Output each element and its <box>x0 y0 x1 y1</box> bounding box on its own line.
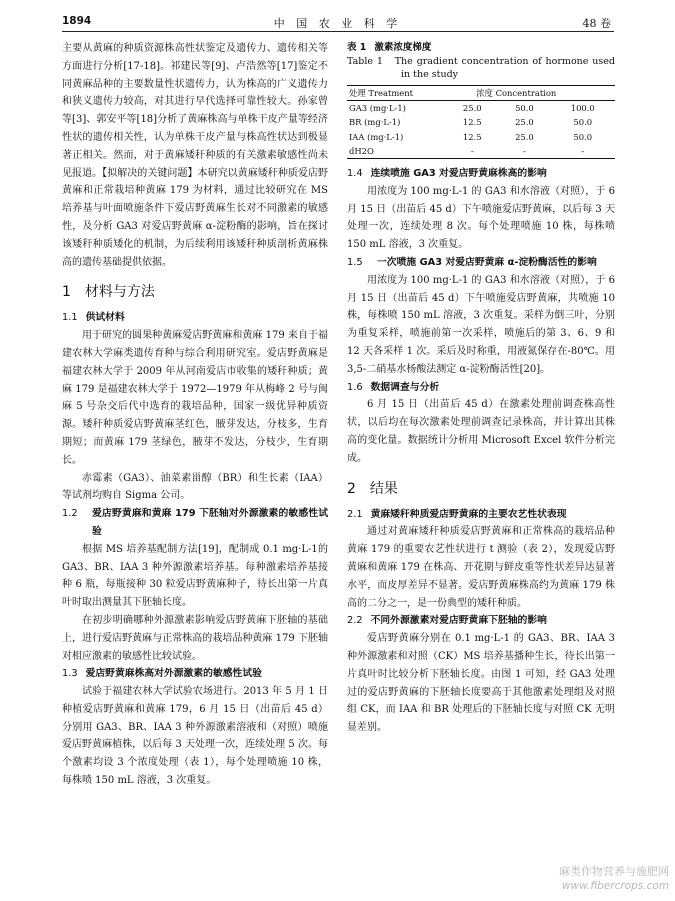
header-rule <box>62 31 614 32</box>
subsection-1-4-heading <box>347 165 615 183</box>
table-caption-en: The gradient concentration of hormone used in the study <box>394 56 616 80</box>
table-cell: - <box>498 144 550 159</box>
volume-label: 48 卷 <box>582 17 611 30</box>
paragraph: 根据 MS 培养基配制方法[19]，配制成 0.1 mg·L-1的 GA3、BR、IAA 3 种外源激素培养基。每种激素培养基接种 6 瓶，每瓶接种 30 粒爱店野黄麻种子，待长出第一片真叶时取出测量其下胚轴长度。 <box>62 543 328 609</box>
table-header-concentration: 浓度 Concentration <box>446 86 615 101</box>
subsection-number: 1.5 <box>347 257 363 268</box>
table-cell: 12.5 <box>462 117 482 128</box>
table-cell: 100.0 <box>570 103 595 114</box>
table-row <box>347 101 615 116</box>
section-number: 1 <box>62 284 71 301</box>
table-cell: 25.0 <box>462 103 482 114</box>
table-label-en: Table 1 <box>347 56 383 67</box>
intro-paragraph: 主要从黄麻的种质资源株高性状鉴定及遗传力、遗传相关等方面进行分析[17-18]。祁建民等[9]、卢浩然等[17]鉴定不同黄麻品种的主要数量性状遗传力，认为株高的广义遗传力和狭义遗传力较高，对其进行早代选择可靠性较大。孙家曾等[3]、郭安平等[18]分析了黄麻株高与单株干皮产量等经济性状的遗传相关性，认为单株干皮产量与株高性状达到极显著正相关。然而，对于黄麻矮秆种质的有关激素敏感性尚未见报道。【拟解决的关键问题】本研究以黄麻矮秆种质爱店野黄麻和正常栽培种黄麻 179 为材料，通过比较研究在 MS 培养基与叶面喷施条件下爱店野黄麻生长对不同激素的敏感性，及分析 GA3 对爱店野黄麻 α-淀粉酶的影响，旨在探讨该矮秆种质矮化的机制，为后续利用该矮秆种质剖析黄麻株高的遗传基础提供依据。 <box>62 43 328 268</box>
watermark-line1: 麻类作物营养与施肥网 <box>559 865 669 878</box>
table-title-cn <box>347 40 615 56</box>
section-number: 2 <box>347 480 356 497</box>
paragraph: 爱店野黄麻分别在 0.1 mg·L-1 的 GA3、BR、IAA 3 种外源激素和对照（CK）MS 培养基播种生长，待长出第一片真叶时比较分析下胚轴长度。由图 1 可知，经 GA3 处理过的爱店野黄麻的下胚轴长度要高于其他激素处理组及对照组 CK，而 IAA 和 BR 处理后的下胚轴长度与对照 CK 无明显差别。 <box>347 633 615 734</box>
subsection-title: 连续喷施 GA3 对爱店野黄麻株高的影响 <box>370 168 547 180</box>
table-caption-cn: 激素浓度梯度 <box>374 42 432 53</box>
table-cell: - <box>446 144 498 159</box>
paragraph: 在初步明确哪种外源激素影响爱店野黄麻下胚轴的基础上，进行爱店野黄麻与正常株高的栽培品种黄麻 179 下胚轴对相应激素的敏感性比较试验。 <box>62 614 328 662</box>
journal-title: 中 国 农 业 科 学 <box>273 17 402 30</box>
subsection-title: 供试材料 <box>85 312 125 324</box>
subsection-number: 1.1 <box>62 312 78 324</box>
table-cell: 25.0 <box>515 117 534 128</box>
table-cell: 12.5 <box>462 131 482 142</box>
subsection-number: 1.6 <box>347 381 363 393</box>
table-cell: 50.0 <box>515 103 534 114</box>
table-cell: 25.0 <box>515 131 534 142</box>
table-cell: BR (mg·L-1) <box>349 117 401 128</box>
subsection-title: 爱店野黄麻株高对外源激素的敏感性试验 <box>85 668 262 680</box>
subsection-1-2-heading <box>62 505 328 541</box>
section-1-heading <box>62 281 328 303</box>
table-cell: dH2O <box>347 144 446 159</box>
paragraph: 用浓度为 100 mg·L-1 的 GA3 和水溶液（对照），于 6 月 15 日（出苗后 45 d）下午喷施爱店野黄麻，共喷施 10 株，每株喷 150 mL 溶液，3 次重复。采样为倒三叶，分别为重复采样，喷施前第一次采样，喷施后的第 3、6、9 和 12 天各采样 1 次。采后及时称重，用液氮保存在-80℃。用 3,5-二硝基水杨酸法测定 α-淀粉酶活性[20]。 <box>347 274 615 375</box>
section-title: 结果 <box>369 480 398 497</box>
watermark <box>559 865 669 893</box>
subsection-number: 2.1 <box>347 508 363 520</box>
table-number: 表 1 <box>347 42 367 53</box>
table-header-treatment: 处理 Treatment <box>347 86 446 101</box>
left-column <box>62 40 328 790</box>
table-cell: - <box>551 144 616 159</box>
paragraph: 用于研究的圆果种黄麻爱店野黄麻和黄麻 179 来自于福建农林大学麻类遗传育种与综合利用研究室。爱店野黄麻是福建农林大学于 2009 年从河南爱店市收集的矮秆种质；黄麻 179 是福建农林大学于 1972—1979 年从梅峰 2 号与闽麻 5 号杂交后代中选育的栽培品种，国家一级优异种质资源。矮秆种质爱店野黄麻茎红色，腋芽发达，分枝多，生育期短；而黄麻 179 茎绿色，腋芽不发达，分枝少，生育期长。 <box>62 330 328 466</box>
subsection-title: 黄麻矮秆种质爱店野黄麻的主要农艺性状表现 <box>370 508 567 520</box>
paragraph: 试验于福建农林大学试验农场进行。2013 年 5 月 1 日种植爱店野黄麻和黄麻 179，6 月 15 日（出苗后 45 d）分别用 GA3、BR、IAA 3 种外源激素溶液和（对照）喷施爱店野黄麻植株，以后每 3 天处理一次，连续处理 5 次。每个激素均设 3 个浓度处理（表 1），每个处理喷施 10 株，每株喷 150 mL 溶液，3 次重复。 <box>62 686 328 787</box>
paragraph: 赤霉素（GA3）、油菜素甾醇（BR）和生长素（IAA）等试剂均购自 Sigma 公司。 <box>62 472 328 502</box>
paragraph: 通过对黄麻矮秆种质爱店野黄麻和正常株高的栽培品种黄麻 179 的重要农艺性状进行 t 测验（表 2），发现爱店野黄麻和黄麻 179 在株高、开花期与鲜皮重等性状差异达显著水平，而皮厚差异不显著。爱店野黄麻株高约为黄麻 179 株高的二分之一，是一份典型的矮秆种质。 <box>347 526 615 609</box>
paragraph: 6 月 15 日（出苗后 45 d）在激素处理前调查株高性状，以后均在每次激素处理前调查记录株高，并计算出其株高的变化量。数据统计分析用 Microsoft Excel 软件分析完成。 <box>347 399 615 464</box>
subsection-1-5-heading <box>347 254 615 272</box>
watermark-url: www.fibercrops.com <box>561 880 669 892</box>
table-title-en <box>347 56 615 81</box>
subsection-number: 1.4 <box>347 168 363 180</box>
subsection-number: 2.2 <box>347 615 363 627</box>
right-column <box>347 40 615 737</box>
subsection-number: 1.2 <box>62 508 78 520</box>
subsection-2-2-heading <box>347 612 615 630</box>
subsection-title: 不同外源激素对爱店野黄麻下胚轴的影响 <box>370 615 547 627</box>
running-header <box>0 15 675 31</box>
subsection-1-6-heading <box>347 379 615 397</box>
subsection-2-1-heading <box>347 506 615 524</box>
table-row <box>347 144 615 159</box>
paragraph: 用浓度为 100 mg·L-1 的 GA3 和水溶液（对照），于 6 月 15 日（出苗后 45 d）下午喷施爱店野黄麻，以后每 3 天处理一次，连续处理 8 次。每个处理喷施 10 株，每株喷 150 mL 溶液，3 次重复。 <box>347 185 615 251</box>
table-row <box>347 130 615 144</box>
table-row <box>347 115 615 129</box>
subsection-number: 1.3 <box>62 668 78 680</box>
subsection-title: 数据调查与分析 <box>370 381 440 393</box>
table-cell: IAA (mg·L-1) <box>349 131 404 142</box>
table-cell: 50.0 <box>573 117 593 128</box>
section-2-heading <box>347 478 615 500</box>
subsection-1-3-heading <box>62 665 328 683</box>
hormone-concentration-table <box>347 85 615 159</box>
section-title: 材料与方法 <box>84 284 155 301</box>
subsection-title: 一次喷施 GA3 对爱店野黄麻 α-淀粉酶活性的影响 <box>377 257 597 268</box>
subsection-title: 爱店野黄麻和黄麻 179 下胚轴对外源激素的敏感性试验 <box>92 508 328 537</box>
subsection-1-1-heading <box>62 309 328 327</box>
page-number: 1894 <box>62 15 92 27</box>
table-cell: GA3 (mg·L-1) <box>349 103 406 114</box>
table-cell: 50.0 <box>573 131 593 142</box>
